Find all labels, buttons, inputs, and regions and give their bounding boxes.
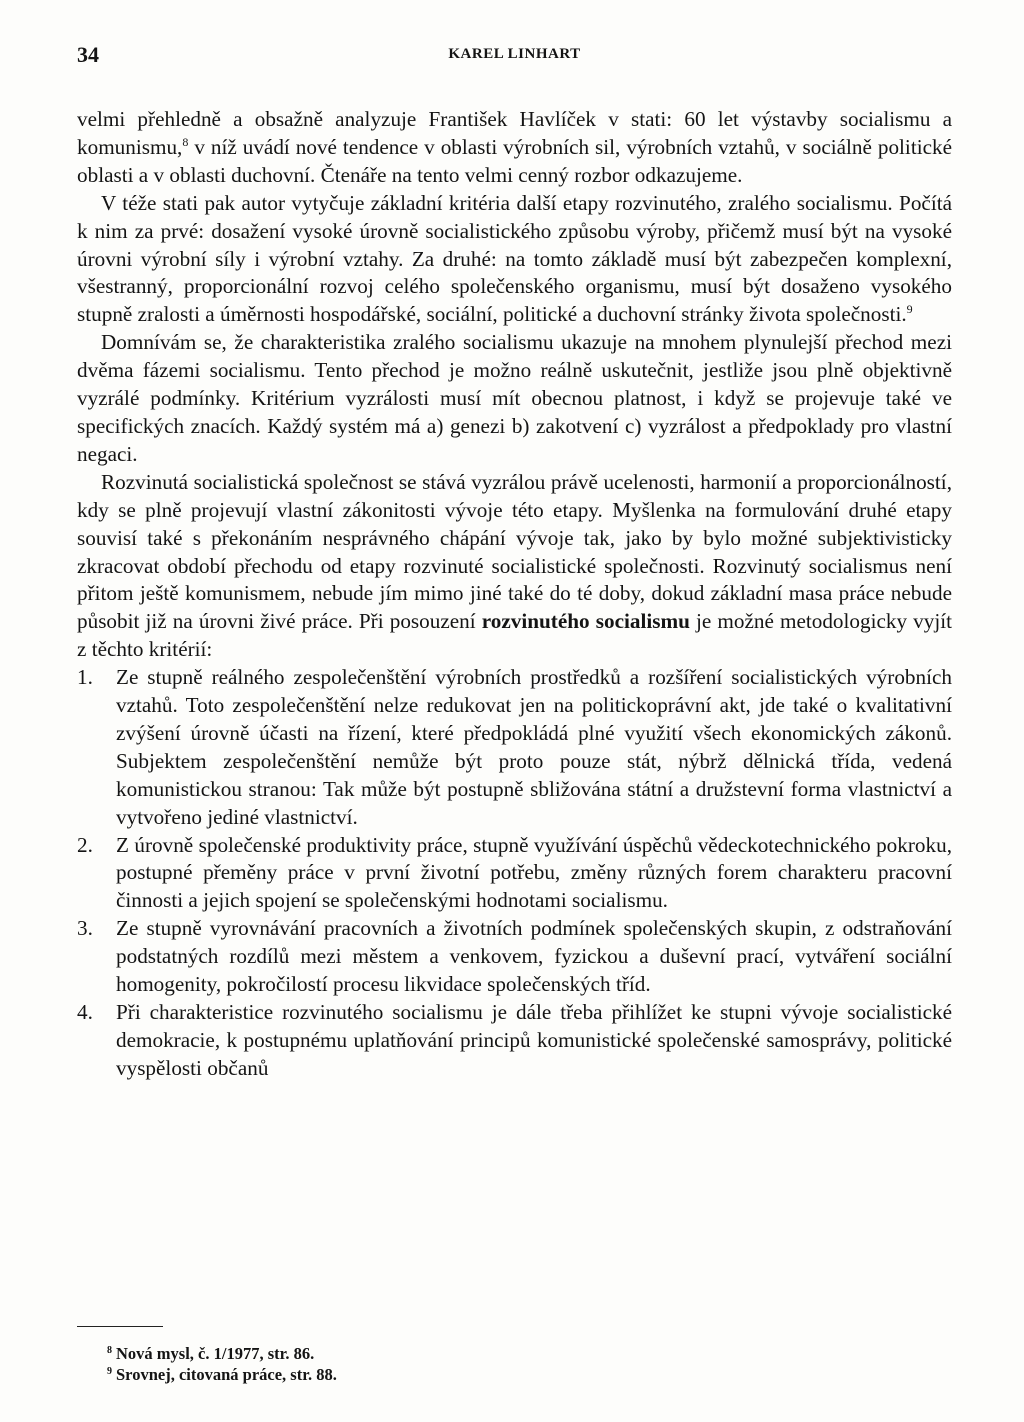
page-header <box>77 40 952 80</box>
paragraph-4-rest: je možné metodologicky vyjít z těchto kritérií: <box>77 609 953 662</box>
list-number: 1. <box>77 665 93 690</box>
footnote-divider <box>77 1326 163 1327</box>
list-item <box>77 999 952 1083</box>
list-item-text: Při charakteristice rozvinutého socialismu je dále třeba přihlížet ke stupni vývoje socialistické demokracie, k postupnému uplatňování principů komunistické společenské samosprávy, politické vyspělosti občanů <box>116 1000 952 1080</box>
paragraph-3 <box>77 329 952 469</box>
running-title: KAREL LINHART <box>448 46 581 62</box>
footnote-text: Srovnej, citovaná práce, str. 88. <box>116 1365 337 1384</box>
criteria-list <box>77 664 952 1083</box>
list-item-text: Ze stupně vyrovnávání pracovních a životních podmínek společenských skupin, z odstraňování podstatných rozdílů mezi městem a venkovem, fyzickou a duševní prací, vytváření sociální homogenity, pokročilostí procesu likvidace společenských tříd. <box>116 916 952 997</box>
footnote-text: Nová mysl, č. 1/1977, str. 86. <box>116 1344 315 1363</box>
footnote-9 <box>107 1364 337 1385</box>
paragraph-1-text: velmi přehledně a obsažně analyzuje František Havlíček v stati: 60 let výstavby socialismu a komunismu, <box>77 107 952 159</box>
page-number: 34 <box>77 42 99 67</box>
list-item <box>77 832 952 916</box>
footnote-8 <box>107 1343 337 1364</box>
page <box>77 40 953 1384</box>
list-number: 4. <box>77 1000 93 1024</box>
footnote-ref-8: 8 <box>182 134 189 149</box>
footnote-mark: 8 <box>107 1345 112 1356</box>
paragraph-3-text: Domnívám se, že charakteristika zralého socialismu ukazuje na mnohem plynulejší přechod mezi dvěma fázemi socialismu. Tento přechod je možno reálně uskutečnit, jestliže jsou plně objektivně vyzrálé podmínky. Kritérium vyzrálosti musí mít obecnou platnost, i když se projevuje také ve specifických znacích. Každý systém má a) genezi b) zakotvení c) vyzrálost a předpoklady pro vlastní negaci. <box>77 330 952 466</box>
list-number: 3. <box>77 916 93 941</box>
list-item-text: Z úrovně společenské produktivity práce, stupně využívání úspěchů vědeckotechnického pokroku, postupné přeměny práce v první životní potřebu, změny různých forem charakteru pracovní činnosti a jejich spojení se společenskými hodnotami socialismu. <box>116 832 952 913</box>
paragraph-4-text: Rozvinutá socialistická společnost se stává vyzrálou právě ucelenosti, harmonií a proporcionálností, kdy se plně projevují vlastní zákonitosti vývoje této etapy. Myšlenka na formulování druhé etapy souvisí také s překonáním nesprávného chápání vývoje tak, jako by bylo možné subjektivisticky zkracovat období přechodu od etapy rozvinuté socialistické společnosti. Rozvinutý socialismus není přitom ještě komunismem, nebude jím mimo jiné také do té doby, dokud základní masa práce nebude působit již na úrovni živé práce. Při posouzení <box>77 469 952 634</box>
paragraph-1-rest: v níž uvádí nové tendence v oblasti výrobních sil, výrobních vztahů, v sociálně politické oblasti a v oblasti duchovní. Čtenáře na tento velmi cenný rozbor odkazujeme. <box>77 134 952 187</box>
body-text <box>77 106 952 1083</box>
list-item <box>77 664 952 831</box>
bold-term: rozvinutého socialismu <box>481 609 690 634</box>
list-item <box>77 915 952 999</box>
paragraph-1 <box>77 106 952 190</box>
footnotes <box>107 1343 337 1385</box>
footnote-mark: 9 <box>107 1366 112 1377</box>
paragraph-4 <box>77 469 952 664</box>
list-number: 2. <box>77 832 93 857</box>
paragraph-2-text: V téže stati pak autor vytyčuje základní kritéria další etapy rozvinutého, zralého socialismu. Počítá k nim za prvé: dosažení vysoké úrovně socialistického způsobu výroby, přičemž musí být na vysoké úrovni výrobní síly i výrobní vztahy. Za druhé: na tomto základě musí být zabezpečen komplexní, všestranný, proporcionální rozvoj celého společenského organismu, musí být dosaženo vysokého stupně zralosti a úměrnosti hospodářské, sociální, politické a duchovní stránky života společnosti. <box>77 190 952 327</box>
list-item-text: Ze stupně reálného zespolečenštění výrobních prostředků a rozšíření socialistických výrobních vztahů. Toto zespolečenštění nelze redukovat jen na politickoprávní akt, jde také o kvalitativní zvýšení úrovně účasti na řízení, které předpokládá plné využití všech ekonomických zákonů. Subjektem zespolečenštění nemůže být proto pouze stát, nýbrž dělnická třída, vedená komunistickou stranou: Tak může být postupně sbližována státní a družstevní forma vlastnictví a vytvořeno jediné vlastnictví. <box>116 665 952 829</box>
paragraph-2 <box>77 190 952 330</box>
footnote-ref-9: 9 <box>906 302 913 317</box>
